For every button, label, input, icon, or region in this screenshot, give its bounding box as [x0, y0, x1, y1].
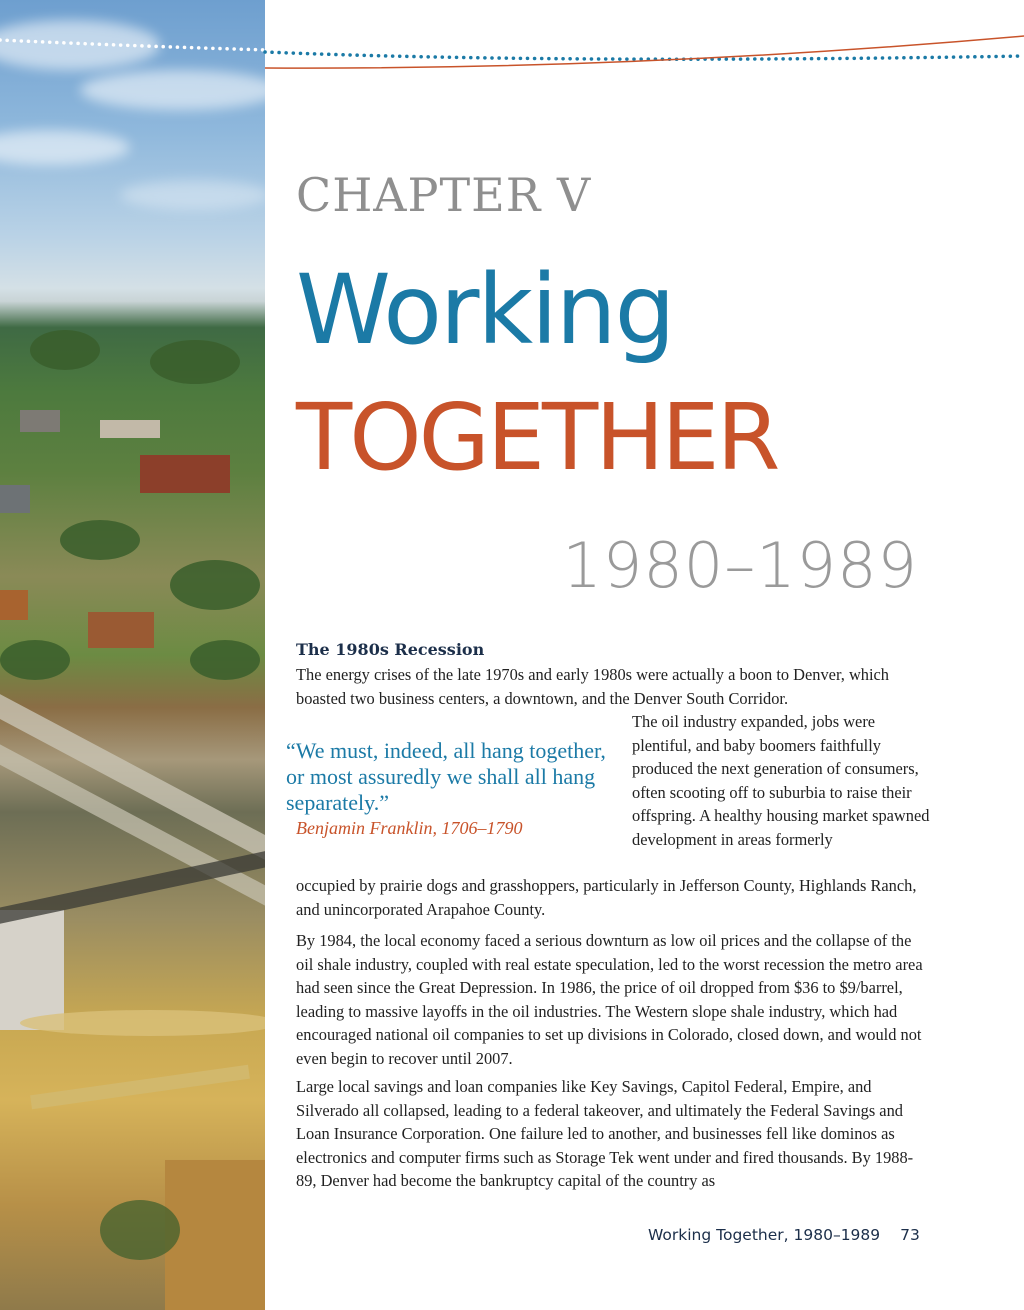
- chapter-title-working: Working: [296, 254, 674, 366]
- paragraph-intro-continued: occupied by prairie dogs and grasshoppers, particularly in Jefferson County, Highlands Ranch, and unincorporated Arapahoe County.: [296, 876, 917, 919]
- paragraph-intro: The energy crises of the late 1970s and early 1980s were actually a boon to Denver, which boasted two business centers, a downtown, and the Denver South Corridor.: [296, 665, 889, 708]
- chapter-title-together: TOGETHER: [296, 384, 778, 491]
- aerial-city-photo: [0, 0, 265, 1310]
- header-dotted-curves: [0, 0, 1024, 90]
- paragraph-downturn: By 1984, the local economy faced a serious downturn as low oil prices and the collapse of the oil shale industry, coupled with real estate speculation, led to the worst recession the metro area had seen since the Great Depression. In 1986, the price of oil dropped from $36 to $9/barrel, leading to massive layoffs in the oil industries. The Western slope shale industry, which had encouraged national oil companies to set up divisions in Colorado, closed down, and would not even begin to recover until 2007.: [296, 931, 923, 1068]
- paragraph-intro-right-column: The oil industry expanded, jobs were plentiful, and baby boomers faithfully produced the next generation of consumers, often scooting off to suburbia to raise their offspring. A healthy housing market spawned development in areas formerly: [632, 712, 930, 849]
- chapter-years: 1980–1989: [562, 529, 918, 602]
- page-number: 73: [900, 1226, 920, 1244]
- pull-quote: “We must, indeed, all hang together, or most assuredly we shall all hang separately.”: [286, 738, 606, 815]
- page-footer: [648, 1226, 920, 1244]
- chapter-label: CHAPTER V: [296, 168, 592, 222]
- pull-quote-author: Benjamin Franklin, 1706–1790: [296, 818, 523, 838]
- section-heading: The 1980s Recession: [296, 640, 485, 659]
- paragraph-savings-loan: Large local savings and loan companies like Key Savings, Capitol Federal, Empire, and Silverado all collapsed, leading to a federal takeover, and ultimately the Federal Savings and Loan Insurance Corporation. One failure led to another, and businesses fell like dominos as electronics and computer firms such as Storage Tek went under and fired thousands. By 1988-89, Denver had become the bankruptcy capital of the country as: [296, 1077, 914, 1190]
- running-title: Working Together, 1980–1989: [648, 1226, 881, 1244]
